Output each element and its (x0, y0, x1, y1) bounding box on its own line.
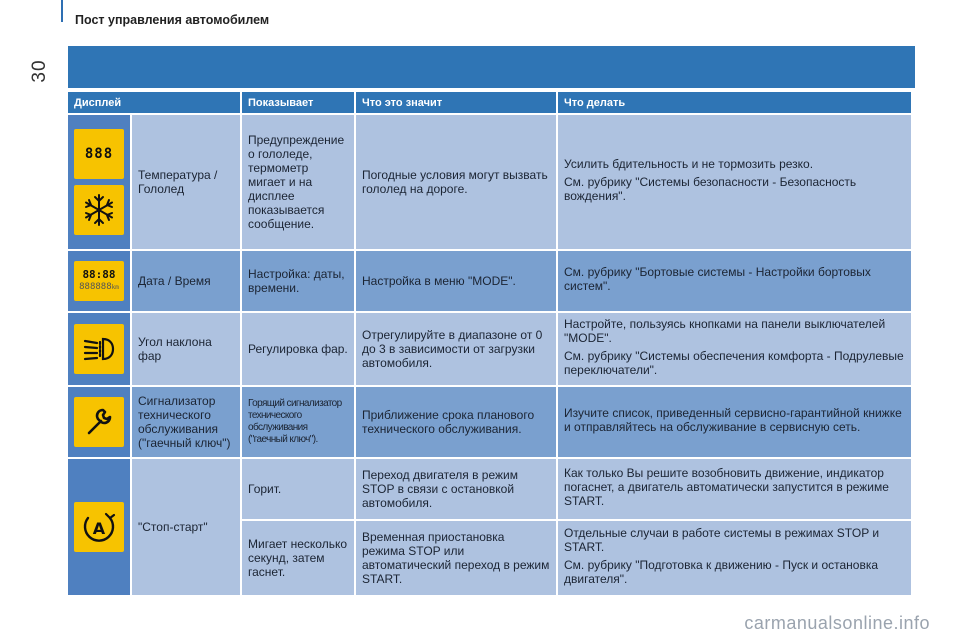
cell-display: Температура / Гололед (132, 115, 240, 249)
cell-meaning: Приближение срока планового технического обслуживания. (356, 387, 556, 457)
cell-action: Как только Вы решите возобновить движение, индикатор погаснет, а двигатель автоматически запустится в режиме START. (558, 459, 911, 519)
cell-display: "Стоп-старт" (132, 459, 240, 595)
cell-action: Отдельные случаи в работе системы в режимах STOP и START. См. рубрику "Подготовка к движению - Пуск и остановка двигателя". (558, 521, 911, 595)
svg-text:A: A (92, 519, 106, 538)
cell-action: Усилить бдительность и не тормозить резко. См. рубрику "Системы безопасности - Безопасность вождения". (558, 115, 911, 249)
cell-shows: Мигает несколько секунд, затем гаснет. (242, 521, 354, 595)
header-meaning: Что это значит (356, 92, 556, 113)
table-row (68, 387, 911, 457)
header-display: Дисплей (68, 92, 240, 113)
table-row (68, 313, 911, 385)
page-number: 30 (29, 59, 50, 83)
watermark: carmanualsonline.info (744, 613, 930, 633)
header-action: Что делать (558, 92, 911, 113)
cell-shows: Горит. (242, 459, 354, 519)
icon-cell (68, 459, 130, 595)
cell-action: См. рубрику "Бортовые системы - Настройки бортовых систем". (558, 251, 911, 311)
cell-display: Угол наклона фар (132, 313, 240, 385)
table-header-row (68, 92, 911, 113)
header-shows: Показывает (242, 92, 354, 113)
cell-action: Настройте, пользуясь кнопками на панели выключателей "MODE". См. рубрику "Системы обеспечения комфорта - Подрулевые переключатели". (558, 313, 911, 385)
cell-shows: Настройка: даты, времени. (242, 251, 354, 311)
cell-shows: Регулировка фар. (242, 313, 354, 385)
table-row (68, 459, 911, 519)
cell-display: Сигнализатор технического обслуживания ("гаечный ключ") (132, 387, 240, 457)
icon-cell (68, 387, 130, 457)
cell-meaning: Отрегулируйте в диапазоне от 0 до 3 в зависимости от загрузки автомобиля. (356, 313, 556, 385)
wrench-icon (74, 397, 124, 447)
page-title: Пост управления автомобилем (75, 13, 270, 27)
cell-shows: Горящий сигнализатор технического обслуживания ("гаечный ключ"). (242, 387, 354, 457)
icon-cell (68, 115, 130, 249)
thermometer-display-icon: 888 (74, 129, 124, 179)
cell-action: Изучите список, приведенный сервисно-гарантийной книжке и отправляйтесь на обслуживание в сервисную сеть. (558, 387, 911, 457)
snowflake-icon (74, 185, 124, 235)
cell-shows: Предупреждение о гололеде, термометр мигает и на дисплее показывается сообщение. (242, 115, 354, 249)
table-row (68, 115, 911, 249)
table-row (68, 251, 911, 311)
table-top-band (68, 46, 915, 88)
cell-meaning: Временная приостановка режима STOP или автоматический переход в режим START. (356, 521, 556, 595)
side-accent-bar (61, 0, 63, 22)
icon-cell (68, 251, 130, 311)
indicator-table (66, 90, 913, 597)
icon-cell (68, 313, 130, 385)
headlamp-leveling-icon (74, 324, 124, 374)
cell-meaning: Переход двигателя в режим STOP в связи с остановкой автомобиля. (356, 459, 556, 519)
date-time-display-icon: 88:88 888888km (74, 261, 124, 301)
stop-start-icon (74, 502, 124, 552)
cell-meaning: Погодные условия могут вызвать гололед на дороге. (356, 115, 556, 249)
cell-meaning: Настройка в меню "MODE". (356, 251, 556, 311)
cell-display: Дата / Время (132, 251, 240, 311)
